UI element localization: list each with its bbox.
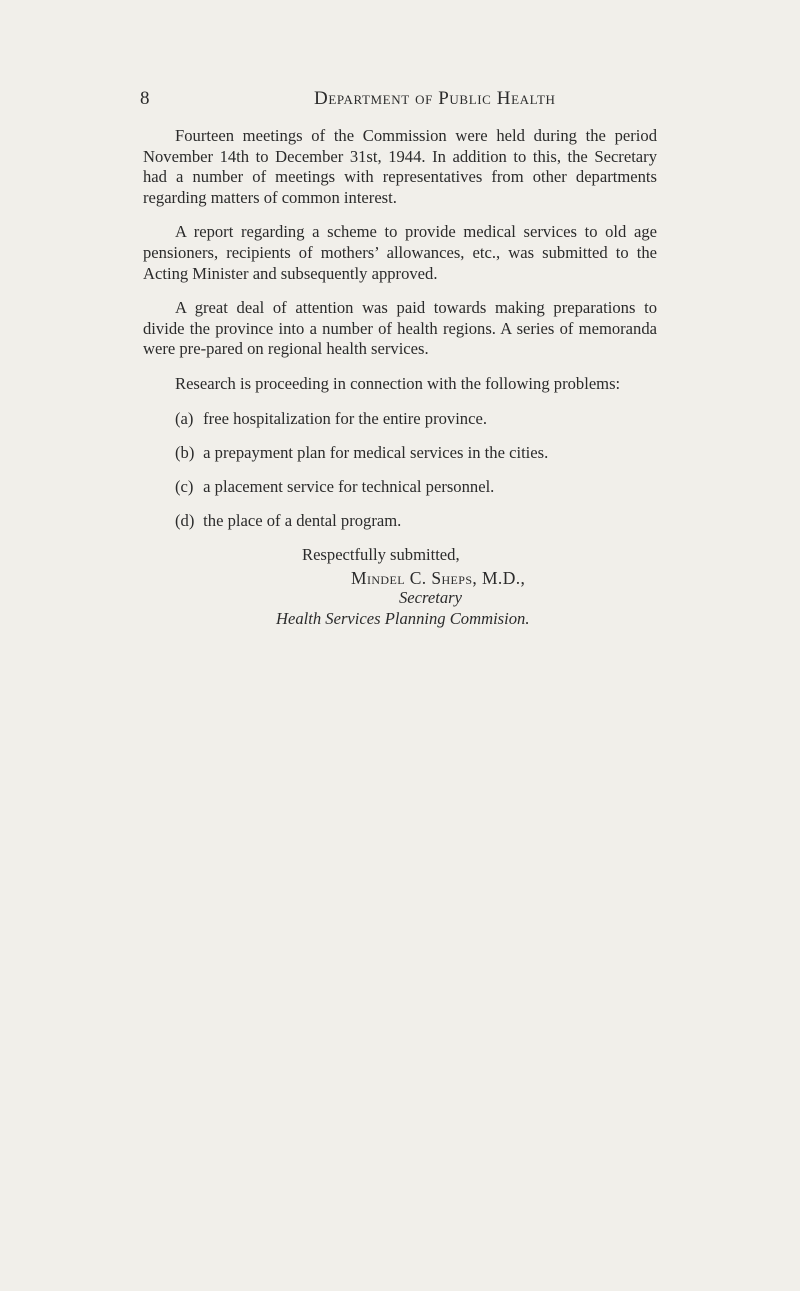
paragraph-research-intro: Research is proceeding in connection with the following problems: [175, 373, 621, 393]
running-head: Department of Public Health [314, 88, 556, 109]
page-number: 8 [140, 88, 150, 109]
paragraph-health-regions: A great deal of attention was paid towards making preparations to divide the province into a number of health regions. A series of memoranda were pre-pared on regional health services. [143, 298, 657, 359]
paragraph-meetings: Fourteen meetings of the Commission were held during the period November 14th to December 31st, 1944. In addition to this, the Secretary had a number of meetings with representatives from other departments regarding matters of common interest. [143, 126, 657, 207]
list-marker: (a) [175, 408, 194, 428]
closing-line: Respectfully submitted, [302, 544, 460, 564]
list-marker: (c) [175, 476, 194, 496]
list-item [143, 511, 657, 532]
problems-list [143, 409, 657, 532]
document-body [143, 126, 657, 629]
list-item [143, 443, 657, 464]
list-item-text: the place of a dental program. [203, 510, 402, 530]
list-marker: (d) [175, 510, 195, 530]
list-item [143, 409, 657, 430]
list-item-text: a placement service for technical personnel. [203, 476, 495, 496]
signatory-title: Secretary [399, 588, 462, 608]
paragraph-medical-services-report: A report regarding a scheme to provide medical services to old age pensioners, recipients of mothers’ allowances, etc., was submitted to the Acting Minister and subsequently approved. [143, 222, 657, 283]
list-item-text: free hospitalization for the entire province. [203, 408, 487, 428]
signatory-name: Mindel C. Sheps, M.D., [351, 567, 526, 588]
list-marker: (b) [175, 442, 195, 462]
signatory-organization: Health Services Planning Commision. [276, 608, 530, 628]
list-item-text: a prepayment plan for medical services in the cities. [203, 442, 549, 462]
list-item [143, 477, 657, 498]
